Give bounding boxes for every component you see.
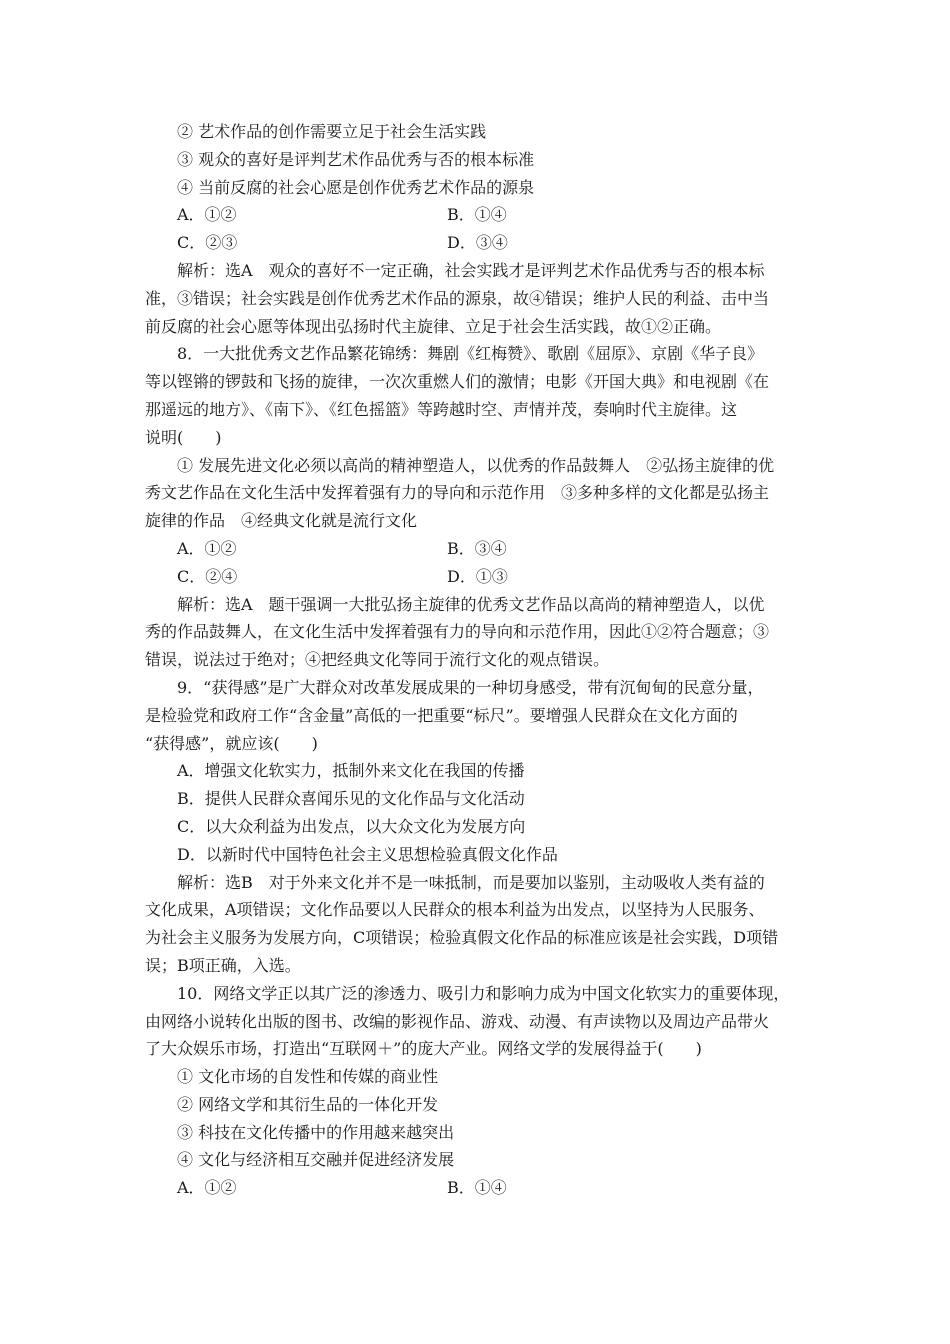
document-body <box>145 118 815 1202</box>
q10-option-b: B．①④ <box>447 1178 507 1198</box>
q8-options-row-1 <box>145 535 815 563</box>
q7-item-3: ③ 观众的喜好是评判艺术作品优秀与否的根本标准 <box>177 149 535 169</box>
q10-item-1: ① 文化市场的自发性和传媒的商业性 <box>177 1067 439 1087</box>
q9-option-d: D．以新时代中国特色社会主义思想检验真假文化作品 <box>177 844 558 864</box>
q7-item-4: ④ 当前反腐的社会心愿是创作优秀艺术作品的源泉 <box>177 177 535 197</box>
q10-stem-line: 了大众娱乐市场，打造出“互联网＋”的庞大产业。网络文学的发展得益于( ) <box>145 1039 702 1059</box>
q8-stem-line: 等以铿锵的锣鼓和飞扬的旋律，一次次重燃人们的激情；电影《开国大典》和电视剧《在 <box>145 372 770 392</box>
q7-item-2: ② 艺术作品的创作需要立足于社会生活实践 <box>177 122 487 141</box>
q8-analysis-line: 秀的作品鼓舞人，在文化生活中发挥着强有力的导向和示范作用，因此①②符合题意；③ <box>145 622 770 642</box>
q8-analysis-line: 错误，说法过于绝对；④把经典文化等同于流行文化的观点错误。 <box>145 650 610 670</box>
q8-stem-line: 那遥远的地方》、《南下》、《红色摇篮》等跨越时空、声情并茂，奏响时代主旋律。这 <box>145 399 738 419</box>
q9-option-b: B．提供人民群众喜闻乐见的文化作品与文化活动 <box>177 789 525 809</box>
q9-stem-line: 是检验党和政府工作“含金量”高低的一把重要“标尺”。要增强人民群众在文化方面的 <box>145 705 738 725</box>
q8-items-line: ① 发展先进文化必须以高尚的精神塑造人，以优秀的作品鼓舞人 ②弘扬主旋律的优 <box>177 455 775 475</box>
q8-analysis-line: 解析：选A 题干强调一大批弘扬主旋律的优秀文艺作品以高尚的精神塑造人，以优 <box>177 594 765 614</box>
q8-option-d: D．①③ <box>447 566 508 586</box>
q9-option-c: C．以大众利益为出发点，以大众文化为发展方向 <box>177 816 526 836</box>
q10-item-4: ④ 文化与经济相互交融并促进经济发展 <box>177 1150 455 1170</box>
q8-option-a: A．①② <box>177 538 237 558</box>
q10-item-2: ② 网络文学和其衍生品的一体化开发 <box>177 1094 439 1114</box>
q9-analysis-line: 误；B项正确，入选。 <box>145 955 301 975</box>
q10-options-row-1 <box>145 1174 815 1202</box>
q8-option-b: B．③④ <box>447 538 507 558</box>
q9-analysis-line: 为社会主义服务为发展方向，C项错误；检验真假文化作品的标准应该是社会实践，D项错 <box>145 928 779 948</box>
q7-option-c: C．②③ <box>177 233 238 253</box>
q7-option-b: B．①④ <box>447 205 507 225</box>
q7-analysis-line: 前反腐的社会心愿等体现出弘扬时代主旋律、立足于社会生活实践，故①②正确。 <box>145 316 722 336</box>
q10-item-3: ③ 科技在文化传播中的作用越来越突出 <box>177 1122 455 1142</box>
q10-stem-line: 由网络小说转化出版的图书、改编的影视作品、游戏、动漫、有声读物以及周边产品带火 <box>145 1011 770 1031</box>
q8-stem-line: 8．一大批优秀文艺作品繁花锦绣：舞剧《红梅赞》、歌剧《屈原》、京剧《华子良》 <box>177 344 764 364</box>
q8-stem-line: 说明( ) <box>145 427 222 447</box>
q9-stem-line: “获得感”，就应该( ) <box>145 733 318 753</box>
q8-items-line: 旋律的作品 ④经典文化就是流行文化 <box>145 511 418 531</box>
q10-option-a: A．①② <box>177 1178 237 1198</box>
q7-analysis-line: 准，③错误；社会实践是创作优秀艺术作品的源泉，故④错误；维护人民的利益、击中当 <box>145 288 770 308</box>
q8-options-row-2 <box>145 563 815 591</box>
q8-option-c: C．②④ <box>177 566 238 586</box>
q9-analysis-line: 文化成果，A项错误；文化作品要以人民群众的根本利益为出发点，以坚持为人民服务、 <box>145 900 765 920</box>
q7-options-row-1 <box>145 201 815 229</box>
q8-items-line: 秀文艺作品在文化生活中发挥着强有力的导向和示范作用 ③多种多样的文化都是弘扬主 <box>145 483 770 503</box>
q9-analysis-line: 解析：选B 对于外来文化并不是一味抵制，而是要加以鉴别，主动吸收人类有益的 <box>177 872 765 892</box>
q7-options-row-2 <box>145 229 815 257</box>
q9-stem-line: 9．“获得感”是广大群众对改革发展成果的一种切身感受，带有沉甸甸的民意分量， <box>177 677 764 697</box>
q7-option-a: A．①② <box>177 205 237 225</box>
q9-option-a: A．增强文化软实力，抵制外来文化在我国的传播 <box>177 761 525 781</box>
q10-stem-line: 10．网络文学正以其广泛的渗透力、吸引力和影响力成为中国文化软实力的重要体现， <box>177 983 790 1003</box>
q7-analysis-line: 解析：选A 观众的喜好不一定正确，社会实践才是评判艺术作品优秀与否的根本标 <box>177 260 765 280</box>
q7-option-d: D．③④ <box>447 233 508 253</box>
